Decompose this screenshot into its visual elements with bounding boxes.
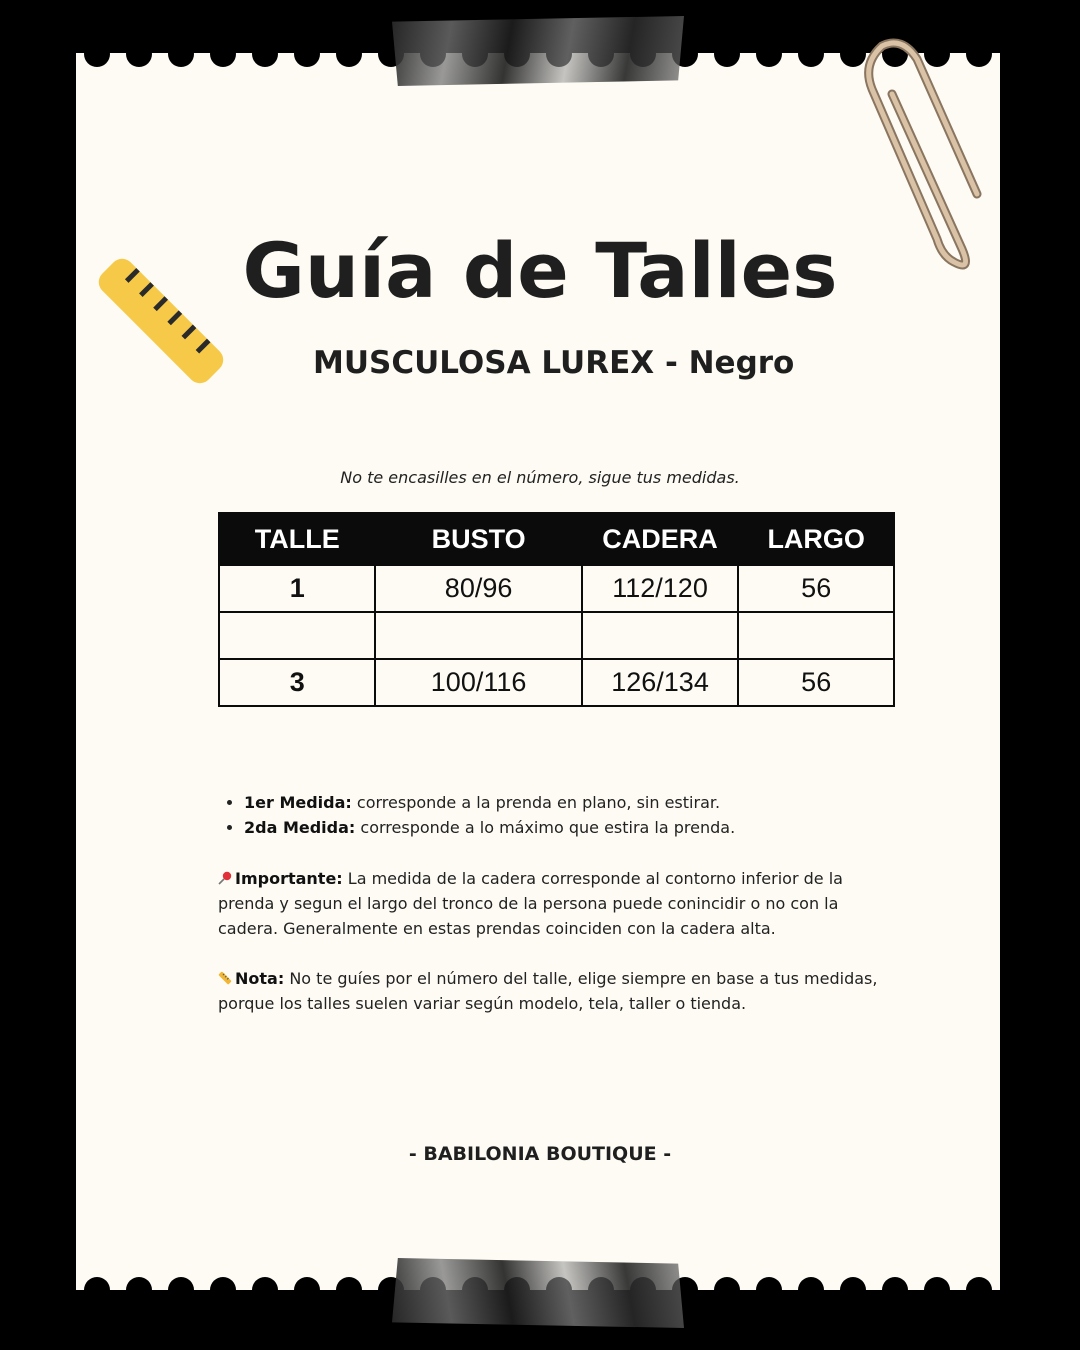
cell-talle: 3 xyxy=(219,659,375,706)
ruler-icon xyxy=(218,971,232,985)
cell-talle xyxy=(219,612,375,659)
page-title: Guía de Talles xyxy=(242,226,838,315)
table-row xyxy=(219,565,894,612)
cell-busto: 100/116 xyxy=(375,659,581,706)
cell-largo: 56 xyxy=(738,659,894,706)
size-table xyxy=(218,512,895,707)
nota-paragraph xyxy=(218,966,888,1016)
product-subtitle: MUSCULOSA LUREX - Negro xyxy=(313,345,795,381)
intro-note: No te encasilles en el número, sigue tus medidas. xyxy=(340,468,740,487)
importante-text: La medida de la cadera corresponde al contorno inferior de la prenda y segun el largo del tronco de la persona puede conincidir o no con la cadera. Generalmente en estas prendas coinciden con la cadera alta. xyxy=(218,869,843,938)
nota-label: Nota: xyxy=(235,969,285,988)
list-item xyxy=(244,815,735,840)
measurement-notes-list xyxy=(220,790,735,840)
column-header-cadera: CADERA xyxy=(582,513,739,565)
cell-busto: 80/96 xyxy=(375,565,581,612)
cell-busto xyxy=(375,612,581,659)
cell-talle: 1 xyxy=(219,565,375,612)
table-row xyxy=(219,659,894,706)
bullet-text: corresponde a lo máximo que estira la prenda. xyxy=(355,818,736,837)
column-header-largo: LARGO xyxy=(738,513,894,565)
column-header-busto: BUSTO xyxy=(375,513,581,565)
column-header-talle: TALLE xyxy=(219,513,375,565)
nota-text: No te guíes por el número del talle, elige siempre en base a tus medidas, porque los talles suelen variar según modelo, tela, taller o tienda. xyxy=(218,969,878,1013)
pushpin-icon xyxy=(218,871,232,885)
table-header-row xyxy=(219,513,894,565)
table-row xyxy=(219,612,894,659)
cell-cadera: 126/134 xyxy=(582,659,739,706)
cell-largo xyxy=(738,612,894,659)
tape-bottom xyxy=(392,1258,684,1328)
list-item xyxy=(244,790,735,815)
bullet-label: 2da Medida: xyxy=(244,818,356,837)
tape-top xyxy=(392,16,684,86)
bullet-text: corresponde a la prenda en plano, sin estirar. xyxy=(351,793,721,812)
cell-cadera: 112/120 xyxy=(582,565,739,612)
importante-paragraph xyxy=(218,866,888,941)
importante-label: Importante: xyxy=(235,869,343,888)
bullet-label: 1er Medida: xyxy=(244,793,352,812)
cell-largo: 56 xyxy=(738,565,894,612)
cell-cadera xyxy=(582,612,739,659)
brand-footer: - BABILONIA BOUTIQUE - xyxy=(408,1143,672,1165)
